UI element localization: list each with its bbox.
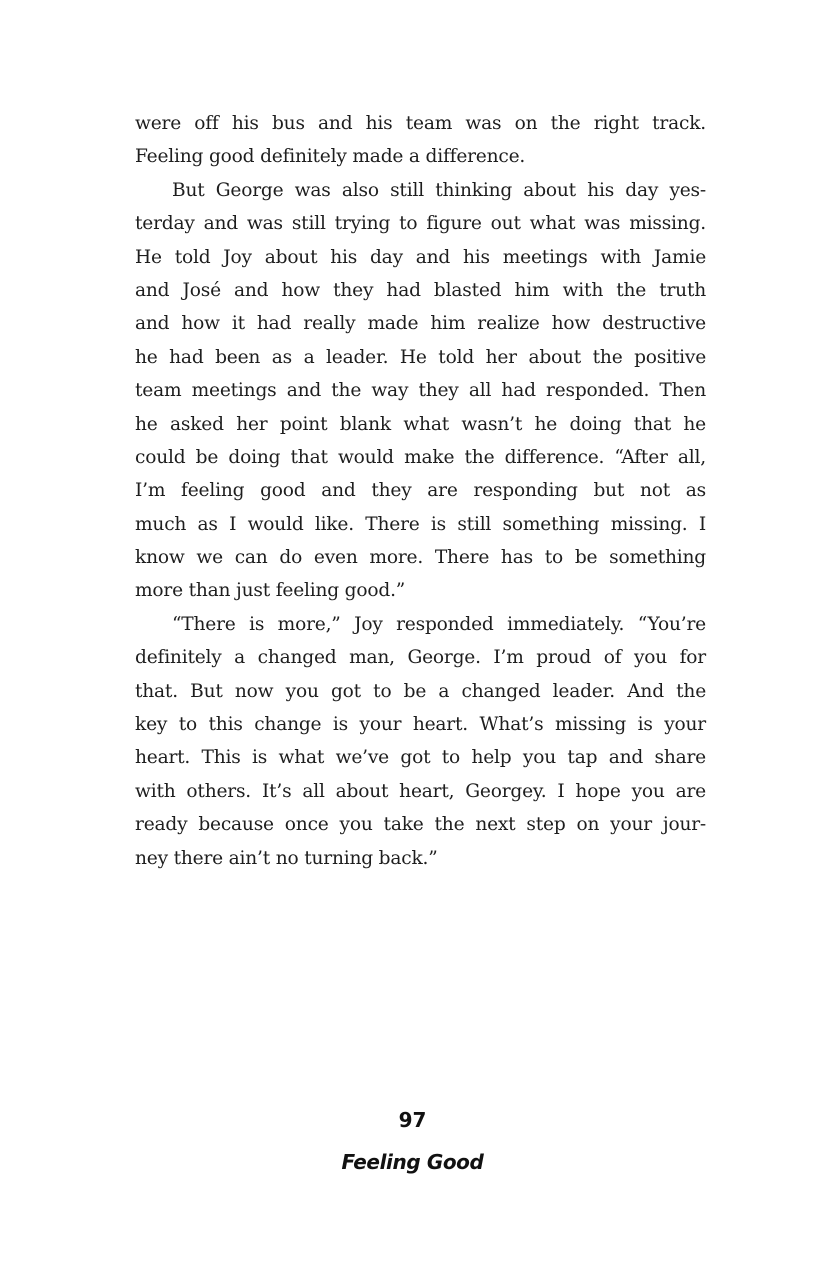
text-line: he asked her point blank what wasn’t he doing that he xyxy=(135,413,706,435)
text-line: team meetings and the way they all had responded. Then xyxy=(135,380,706,402)
text-line: But George was also still thinking about his day yes- xyxy=(172,179,706,201)
page-number: 97 xyxy=(398,1108,427,1132)
text-line: He told Joy about his day and his meetings with Jamie xyxy=(135,246,706,268)
text-line: and how it had really made him realize how destructive xyxy=(135,313,706,335)
text-line: were off his bus and his team was on the right track. xyxy=(135,113,706,134)
chapter-title: Feeling Good xyxy=(341,1150,484,1174)
text-line: terday and was still trying to figure out what was missing. xyxy=(135,213,706,235)
text-line: ready because once you take the next step on your jour- xyxy=(135,814,706,836)
paragraph xyxy=(135,608,706,875)
paragraph xyxy=(135,174,706,608)
text-line: he had been as a leader. He told her about the positive xyxy=(135,346,706,368)
text-line: with others. It’s all about heart, Georgey. I hope you are xyxy=(135,780,706,802)
text-line: ney there ain’t no turning back.” xyxy=(135,847,438,869)
text-line: key to this change is your heart. What’s missing is your xyxy=(135,714,706,736)
text-line: know we can do even more. There has to be something xyxy=(135,547,706,569)
text-line: heart. This is what we’ve got to help you tap and share xyxy=(135,747,706,769)
text-line: I’m feeling good and they are responding but not as xyxy=(135,480,706,502)
text-line: definitely a changed man, George. I’m proud of you for xyxy=(135,647,706,669)
text-line: Feeling good definitely made a difference. xyxy=(135,146,526,168)
text-line: more than just feeling good.” xyxy=(135,580,406,602)
text-line: “There is more,” Joy responded immediately. “You’re xyxy=(172,613,706,635)
text-line: could be doing that would make the difference. “After all, xyxy=(135,446,706,468)
text-line: that. But now you got to be a changed leader. And the xyxy=(135,680,706,702)
text-line: much as I would like. There is still something missing. I xyxy=(135,513,706,535)
paragraph xyxy=(135,107,706,174)
body-text xyxy=(135,107,706,875)
text-line: and José and how they had blasted him with the truth xyxy=(135,279,706,301)
